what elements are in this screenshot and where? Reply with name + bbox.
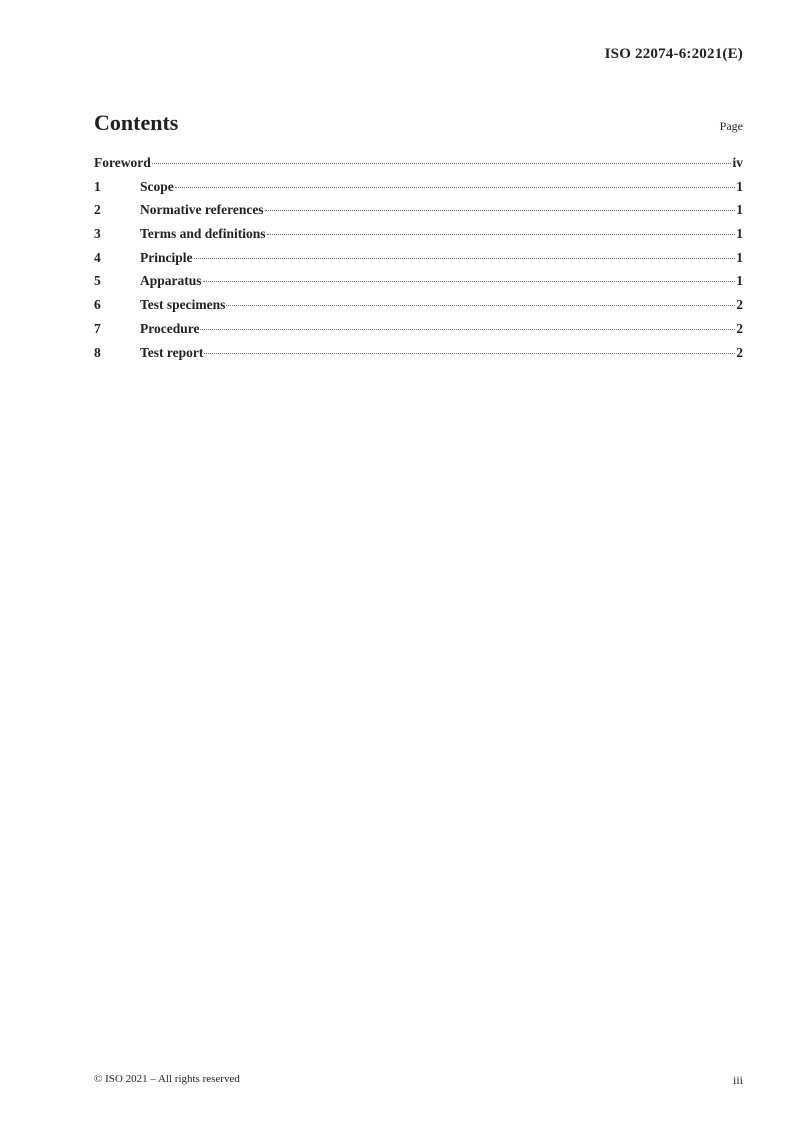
toc-entry-page: 2 (736, 297, 743, 313)
page-number: iii (732, 1073, 743, 1087)
toc-dot-leader (203, 281, 736, 282)
toc-entry-normative-references[interactable] (94, 202, 743, 226)
contents-title: Contents (94, 110, 179, 135)
toc-entry-number: 5 (94, 273, 101, 289)
toc-entry-procedure[interactable] (94, 321, 743, 345)
document-id: ISO 22074-6:2021(E) (604, 46, 743, 62)
toc-entry-number: 4 (94, 249, 101, 265)
toc-entry-test-specimens[interactable] (94, 297, 743, 321)
toc-entry-number: 8 (94, 344, 101, 360)
toc-entry-test-report[interactable] (94, 345, 743, 369)
toc-entry-page: 1 (736, 178, 743, 194)
toc-dot-leader (152, 163, 732, 164)
toc-entry-title: Test specimens (140, 297, 226, 313)
toc-entry-title: Apparatus (140, 273, 202, 289)
toc-entry-page: iv (732, 155, 743, 170)
toc-entry-scope[interactable] (94, 179, 743, 203)
toc-entry-title: Procedure (140, 320, 200, 336)
toc-entry-page: 2 (736, 320, 743, 336)
toc-entry-title: Principle (140, 249, 193, 265)
toc-dot-leader (265, 210, 736, 211)
toc-entry-title: Test report (140, 344, 204, 360)
toc-dot-leader (226, 305, 735, 306)
table-of-contents (94, 155, 743, 368)
toc-dot-leader (200, 329, 735, 330)
toc-entry-page: 1 (736, 249, 743, 265)
toc-dot-leader (175, 187, 736, 188)
toc-entry-number: 3 (94, 226, 101, 242)
copyright-notice: © ISO 2021 – All rights reserved (94, 1073, 240, 1085)
toc-entry-page: 1 (736, 226, 743, 242)
page-footer (94, 1073, 743, 1089)
toc-entry-number: 6 (94, 297, 101, 313)
toc-entry-title: Normative references (140, 202, 264, 218)
toc-entry-page: 1 (736, 273, 743, 289)
page-column-label: Page (719, 119, 743, 133)
contents-header (94, 110, 743, 140)
toc-dot-leader (194, 258, 736, 259)
toc-entry-number: 2 (94, 202, 101, 218)
toc-entry-number: 7 (94, 320, 101, 336)
toc-dot-leader (267, 234, 736, 235)
toc-entry-page: 1 (736, 202, 743, 218)
toc-entry-terms-and-definitions[interactable] (94, 226, 743, 250)
toc-dot-leader (204, 353, 735, 354)
toc-entry-number: 1 (94, 178, 101, 194)
toc-entry-page: 2 (736, 344, 743, 360)
toc-entry-title: Foreword (94, 155, 151, 170)
toc-entry-title: Terms and definitions (140, 226, 266, 242)
toc-entry-title: Scope (140, 178, 174, 194)
toc-entry-principle[interactable] (94, 250, 743, 274)
toc-entry-foreword[interactable] (94, 155, 743, 179)
toc-entry-apparatus[interactable] (94, 273, 743, 297)
